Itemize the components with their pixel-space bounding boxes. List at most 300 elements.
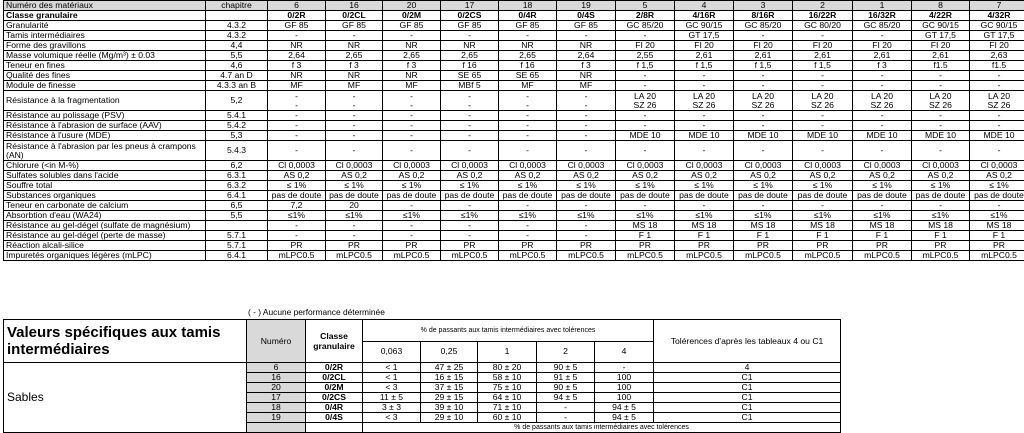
property-value: FI 20: [912, 41, 970, 51]
property-value: FI 20: [853, 41, 912, 51]
property-value: FI 20: [793, 41, 853, 51]
property-value: -: [557, 201, 616, 211]
property-value: -: [793, 31, 853, 41]
property-row: [4, 211, 1024, 221]
property-value: MF: [557, 81, 616, 91]
row-tolerence: C1: [654, 373, 841, 383]
property-value: ≤ 1%: [734, 181, 793, 191]
property-row: [4, 91, 1024, 111]
property-label: Résistance à l'usure (MDE): [4, 131, 206, 141]
property-label: Module de finesse: [4, 81, 206, 91]
row-classe: 0/2R: [306, 363, 363, 373]
property-row: [4, 141, 1024, 161]
property-value: PR: [268, 241, 326, 251]
property-value: f 1,5: [734, 61, 793, 71]
property-label: Résistance à l'abrasion par les pneus à crampons (AN): [4, 141, 206, 161]
property-value: -: [970, 201, 1024, 211]
row-passant: 3 ± 3: [363, 403, 421, 413]
property-value: -: [383, 131, 441, 141]
property-value: f1.5: [970, 61, 1024, 71]
property-row: [4, 191, 1024, 201]
property-value: MF: [268, 81, 326, 91]
property-row: [4, 131, 1024, 141]
property-value: PR: [734, 241, 793, 251]
property-value: pas de doute: [441, 191, 499, 201]
property-value: mLPC0.5: [499, 251, 557, 261]
row-classe: 0/2CS: [306, 393, 363, 403]
property-chapter: 4,6: [206, 61, 268, 71]
property-value: -: [383, 111, 441, 121]
property-value: -: [383, 31, 441, 41]
property-value: -: [734, 81, 793, 91]
property-value: mLPC0.5: [734, 251, 793, 261]
property-value: pas de doute: [616, 191, 675, 201]
property-value: PR: [793, 241, 853, 251]
property-value: -: [268, 221, 326, 231]
property-value: -: [912, 71, 970, 81]
property-value: FI 20: [616, 41, 675, 51]
sieve-size: 2: [537, 341, 595, 363]
sub-title: Valeurs spécifiques aux tamis intermédiaires: [4, 320, 247, 363]
property-value: -: [970, 141, 1024, 161]
property-value: MDE 10: [734, 131, 793, 141]
property-value: GC 90/15: [912, 21, 970, 31]
property-value: -: [616, 121, 675, 131]
property-row: [4, 181, 1024, 191]
property-value: -: [734, 201, 793, 211]
property-value: NR: [383, 41, 441, 51]
row-numero: 16: [247, 373, 306, 383]
property-value: NR: [557, 71, 616, 81]
property-value: F 1: [793, 231, 853, 241]
property-value: -: [616, 71, 675, 81]
col-tolerences: Tolérences d'après les tableaux 4 ou C1: [654, 320, 841, 363]
property-value: ≤ 1%: [268, 181, 326, 191]
property-value: 2,65: [441, 51, 499, 61]
property-value: -: [675, 121, 734, 131]
blank-cell: [841, 403, 1024, 413]
property-value: f 1,5: [675, 61, 734, 71]
property-value: LA 20 SZ 26: [793, 91, 853, 111]
row-passant: 80 ± 20: [478, 363, 537, 373]
property-value: -: [675, 141, 734, 161]
blank-cell: [841, 383, 1024, 393]
property-value: AS 0,2: [268, 171, 326, 181]
property-value: ≤1%: [793, 211, 853, 221]
property-chapter: 5.4.3: [206, 141, 268, 161]
property-row: [4, 201, 1024, 211]
property-label: Forme des gravillons: [4, 41, 206, 51]
property-value: 16/32R: [853, 11, 912, 21]
property-value: -: [853, 111, 912, 121]
property-value: -: [268, 231, 326, 241]
property-value: -: [853, 121, 912, 131]
property-value: 2,65: [326, 51, 383, 61]
property-value: -: [441, 221, 499, 231]
property-value: AS 0,2: [326, 171, 383, 181]
property-value: Cl 0,0003: [616, 161, 675, 171]
property-value: GT 17,5: [675, 31, 734, 41]
property-row: [4, 171, 1024, 181]
property-value: F 1: [853, 231, 912, 241]
property-chapter: 6.3.2: [206, 181, 268, 191]
property-value: AS 0,2: [853, 171, 912, 181]
property-value: MBf 5: [441, 81, 499, 91]
property-value: AS 0,2: [616, 171, 675, 181]
property-value: mLPC0.5: [441, 251, 499, 261]
row-passant: 16 ± 15: [421, 373, 478, 383]
property-value: -: [970, 121, 1024, 131]
property-chapter: 6.4.1: [206, 191, 268, 201]
material-number: 20: [383, 1, 441, 11]
property-value: ≤1%: [326, 211, 383, 221]
row-numero: 19: [247, 413, 306, 423]
blank-cell: [841, 423, 1024, 433]
property-value: GC 90/15: [675, 21, 734, 31]
property-value: 16/22R: [793, 11, 853, 21]
property-value: -: [441, 201, 499, 211]
property-value: PR: [326, 241, 383, 251]
property-value: pas de doute: [383, 191, 441, 201]
material-number: 3: [734, 1, 793, 11]
property-value: f 16: [499, 61, 557, 71]
property-value: -: [734, 111, 793, 121]
row-passant: 94 ± 5: [537, 393, 595, 403]
property-chapter: [206, 11, 268, 21]
property-chapter: 6.4.1: [206, 251, 268, 261]
property-row: [4, 21, 1024, 31]
property-value: AS 0,2: [383, 171, 441, 181]
row-passant: 75 ± 10: [478, 383, 537, 393]
property-value: -: [268, 31, 326, 41]
row-passant: 64 ± 10: [478, 393, 537, 403]
property-value: -: [268, 131, 326, 141]
property-value: LA 20 SZ 26: [853, 91, 912, 111]
property-value: -: [853, 31, 912, 41]
row-passant: 47 ± 25: [421, 363, 478, 373]
property-value: ≤ 1%: [383, 181, 441, 191]
row-numero: 20: [247, 383, 306, 393]
property-value: ≤ 1%: [912, 181, 970, 191]
property-value: f 16: [441, 61, 499, 71]
property-value: AS 0,2: [441, 171, 499, 181]
property-value: -: [499, 221, 557, 231]
property-value: 2,63: [970, 51, 1024, 61]
property-value: -: [557, 111, 616, 121]
property-value: -: [793, 81, 853, 91]
property-chapter: 5.4.2: [206, 121, 268, 131]
row-numero: 18: [247, 403, 306, 413]
property-value: -: [616, 201, 675, 211]
intermediate-sieves-table: [3, 319, 1024, 433]
property-chapter: 6,2: [206, 161, 268, 171]
property-value: ≤1%: [912, 211, 970, 221]
property-row: [4, 51, 1024, 61]
property-value: - -: [383, 91, 441, 111]
property-value: -: [912, 81, 970, 91]
property-value: pas de doute: [970, 191, 1024, 201]
material-number: 8: [912, 1, 970, 11]
property-value: -: [912, 201, 970, 211]
property-value: MDE 10: [970, 131, 1024, 141]
property-value: -: [675, 81, 734, 91]
property-value: Cl 0,0003: [734, 161, 793, 171]
material-number: 6: [268, 1, 326, 11]
property-label: Réaction alcali-silice: [4, 241, 206, 251]
material-number: 2: [793, 1, 853, 11]
property-value: ≤ 1%: [853, 181, 912, 191]
property-label: Classe granulaire: [4, 11, 206, 21]
cut-blank: [306, 423, 363, 433]
property-value: -: [793, 71, 853, 81]
property-label: Absorbtion d'eau (WA24): [4, 211, 206, 221]
property-value: ≤1%: [616, 211, 675, 221]
property-chapter: 4.3.2: [206, 31, 268, 41]
property-value: Cl 0,0003: [441, 161, 499, 171]
property-value: AS 0,2: [970, 171, 1024, 181]
property-chapter: 5,5: [206, 211, 268, 221]
property-value: FI 20: [675, 41, 734, 51]
property-value: -: [675, 71, 734, 81]
material-number: 17: [441, 1, 499, 11]
property-value: MDE 10: [616, 131, 675, 141]
property-value: -: [499, 31, 557, 41]
property-value: ≤1%: [383, 211, 441, 221]
property-label: Qualité des fines: [4, 71, 206, 81]
property-value: -: [499, 131, 557, 141]
property-value: pas de doute: [912, 191, 970, 201]
property-value: F 1: [616, 231, 675, 241]
row-passant: 91 ± 5: [537, 373, 595, 383]
property-value: -: [970, 111, 1024, 121]
property-row: [4, 71, 1024, 81]
property-value: MS 18: [616, 221, 675, 231]
material-number: 7: [970, 1, 1024, 11]
property-value: -: [441, 131, 499, 141]
property-value: ≤ 1%: [675, 181, 734, 191]
property-value: 4/32R: [970, 11, 1024, 21]
property-value: -: [734, 31, 793, 41]
property-value: -: [326, 221, 383, 231]
property-value: F 1: [675, 231, 734, 241]
property-row: [4, 61, 1024, 71]
property-value: F 1: [970, 231, 1024, 241]
row-passant: 90 ± 5: [537, 383, 595, 393]
blank-cell: [841, 373, 1024, 383]
property-value: ≤ 1%: [326, 181, 383, 191]
sieve-size: 0,25: [421, 341, 478, 363]
property-value: ≤ 1%: [616, 181, 675, 191]
property-value: 20: [326, 201, 383, 211]
property-value: LA 20 SZ 26: [912, 91, 970, 111]
property-value: 8/16R: [734, 11, 793, 21]
row-passant: -: [537, 403, 595, 413]
row-passant: 94 ± 5: [595, 403, 654, 413]
row-passant: 90 ± 5: [537, 363, 595, 373]
property-value: AS 0,2: [675, 171, 734, 181]
property-value: 0/4S: [557, 11, 616, 21]
property-value: MS 18: [793, 221, 853, 231]
property-value: ≤1%: [675, 211, 734, 221]
property-value: 4/16R: [675, 11, 734, 21]
property-value: -: [383, 141, 441, 161]
row-numero: 6: [247, 363, 306, 373]
property-value: LA 20 SZ 26: [734, 91, 793, 111]
col-passants: % de passants aux tamis intermédiaires avec tolérences: [363, 320, 654, 342]
property-value: MDE 10: [853, 131, 912, 141]
property-value: 2,65: [383, 51, 441, 61]
material-number: 19: [557, 1, 616, 11]
header-row: [4, 1, 1024, 11]
property-value: f 1,5: [616, 61, 675, 71]
property-value: -: [793, 201, 853, 211]
property-value: NR: [441, 41, 499, 51]
property-value: MF: [326, 81, 383, 91]
property-value: GT 17,5: [912, 31, 970, 41]
row-classe: 0/2CL: [306, 373, 363, 383]
property-value: ≤1%: [970, 211, 1024, 221]
property-value: -: [793, 111, 853, 121]
property-value: - -: [499, 91, 557, 111]
property-value: -: [853, 141, 912, 161]
property-value: mLPC0.5: [970, 251, 1024, 261]
property-label: Granularité: [4, 21, 206, 31]
property-value: SE 65: [441, 71, 499, 81]
property-label: Résistance à la fragmentation: [4, 91, 206, 111]
property-value: PR: [970, 241, 1024, 251]
material-number: 4: [675, 1, 734, 11]
property-value: 0/2CL: [326, 11, 383, 21]
property-value: -: [675, 111, 734, 121]
property-value: -: [734, 141, 793, 161]
property-value: mLPC0.5: [557, 251, 616, 261]
row-passant: < 3: [363, 383, 421, 393]
property-value: -: [499, 121, 557, 131]
property-value: 0/2CS: [441, 11, 499, 21]
property-value: ≤1%: [441, 211, 499, 221]
blank-cell: [841, 363, 1024, 373]
row-passant: < 3: [363, 413, 421, 423]
property-label: Souffre total: [4, 181, 206, 191]
property-value: mLPC0.5: [675, 251, 734, 261]
property-value: -: [326, 231, 383, 241]
property-value: - -: [441, 91, 499, 111]
row-passant: 100: [595, 383, 654, 393]
property-value: -: [557, 141, 616, 161]
property-value: -: [912, 141, 970, 161]
property-value: PR: [853, 241, 912, 251]
property-row: [4, 251, 1024, 261]
property-value: GT 17,5: [970, 31, 1024, 41]
property-value: -: [675, 201, 734, 211]
property-value: -: [970, 71, 1024, 81]
property-value: 0/2M: [383, 11, 441, 21]
property-value: -: [499, 231, 557, 241]
property-value: SE 65: [499, 71, 557, 81]
property-value: 2,65: [499, 51, 557, 61]
header-chapitre: chapitre: [206, 1, 268, 11]
property-value: -: [268, 111, 326, 121]
sieve-size: 1: [478, 341, 537, 363]
row-passant: 37 ± 15: [421, 383, 478, 393]
property-value: MF: [499, 81, 557, 91]
property-chapter: 5,5: [206, 51, 268, 61]
property-value: -: [616, 141, 675, 161]
property-value: 2,64: [268, 51, 326, 61]
row-passant: < 1: [363, 373, 421, 383]
property-label: Résistance à l'abrasion de surface (AAV): [4, 121, 206, 131]
property-chapter: 5,2: [206, 91, 268, 111]
property-value: ≤1%: [734, 211, 793, 221]
row-passant: 60 ± 10: [478, 413, 537, 423]
property-value: -: [441, 141, 499, 161]
property-row: [4, 161, 1024, 171]
property-value: pas de doute: [675, 191, 734, 201]
row-passant: -: [537, 413, 595, 423]
blank-cell: [841, 413, 1024, 423]
property-value: -: [326, 111, 383, 121]
property-value: 2,61: [853, 51, 912, 61]
property-value: PR: [499, 241, 557, 251]
property-value: MS 18: [912, 221, 970, 231]
property-value: MS 18: [675, 221, 734, 231]
property-value: ≤1%: [499, 211, 557, 221]
property-value: F 1: [912, 231, 970, 241]
property-value: MF: [383, 81, 441, 91]
property-value: -: [616, 111, 675, 121]
property-row: [4, 221, 1024, 231]
property-chapter: 4,4: [206, 41, 268, 51]
property-label: Teneur en fines: [4, 61, 206, 71]
row-passant: 100: [595, 373, 654, 383]
row-passant: 71 ± 10: [478, 403, 537, 413]
property-chapter: 5.4.1: [206, 111, 268, 121]
property-value: -: [268, 121, 326, 131]
property-value: ≤1%: [557, 211, 616, 221]
property-label: Résistance au polissage (PSV): [4, 111, 206, 121]
property-value: -: [326, 31, 383, 41]
property-value: - -: [268, 91, 326, 111]
property-value: Cl 0,0003: [268, 161, 326, 171]
property-row: [4, 121, 1024, 131]
property-value: -: [616, 81, 675, 91]
property-value: 2,61: [734, 51, 793, 61]
property-value: GF 85: [326, 21, 383, 31]
property-value: pas de doute: [499, 191, 557, 201]
property-value: PR: [383, 241, 441, 251]
property-value: PR: [616, 241, 675, 251]
property-value: PR: [441, 241, 499, 251]
property-value: 2/8R: [616, 11, 675, 21]
property-value: pas de doute: [557, 191, 616, 201]
property-value: MDE 10: [912, 131, 970, 141]
cut-passants: % de passants aux tamis intermédiaires avec tolérences: [363, 423, 841, 433]
property-value: f1.5: [912, 61, 970, 71]
row-passant: -: [595, 363, 654, 373]
property-chapter: 5.7.1: [206, 241, 268, 251]
property-value: ≤1%: [853, 211, 912, 221]
property-value: FI 20: [734, 41, 793, 51]
property-value: -: [557, 121, 616, 131]
property-value: Cl 0,0003: [970, 161, 1024, 171]
property-value: mLPC0.5: [383, 251, 441, 261]
property-value: mLPC0.5: [616, 251, 675, 261]
property-value: mLPC0.5: [853, 251, 912, 261]
property-chapter: 5,3: [206, 131, 268, 141]
property-value: -: [326, 121, 383, 131]
legend-note: ( - ) Aucune performance déterminée: [248, 307, 385, 317]
property-value: f 3: [268, 61, 326, 71]
